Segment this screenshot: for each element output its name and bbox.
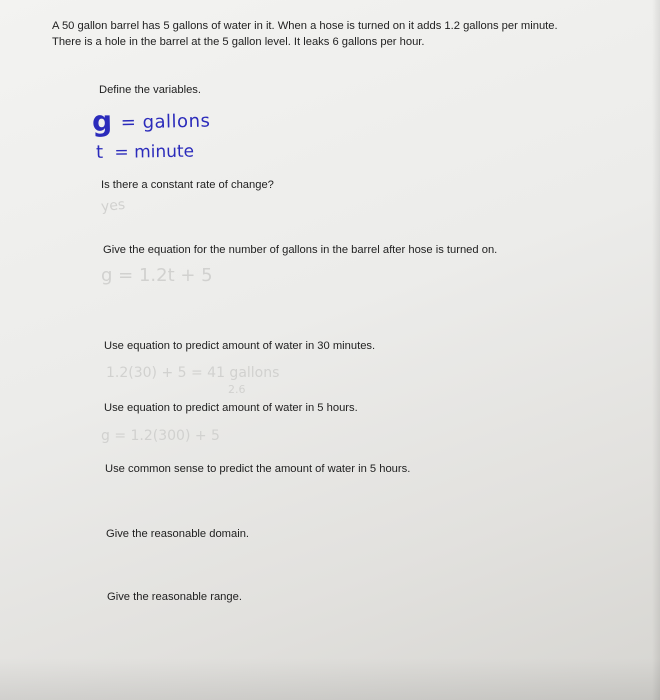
problem-line-2: There is a hole in the barrel at the 5 gallon level. It leaks 6 gallons per hour.: [52, 36, 425, 48]
paper-right-shadow: [652, 0, 660, 700]
domain-prompt: Give the reasonable domain.: [106, 528, 250, 540]
faint-5-hour-answer: g = 1.2(300) + 5: [101, 428, 220, 444]
define-variables-prompt: Define the variables.: [99, 84, 201, 96]
equation-prompt: Give the equation for the number of gallons in the barrel after hose is turned on.: [103, 244, 498, 256]
t-variable-definition: = minute: [114, 141, 195, 163]
handwritten-variable-t: [96, 141, 194, 163]
faint-30-minute-answer: 1.2(30) + 5 = 41 gallons: [106, 365, 280, 381]
constant-rate-prompt: Is there a constant rate of change?: [101, 179, 274, 191]
problem-line-1: A 50 gallon barrel has 5 gallons of water in it. When a hose is turned on it adds 1.2 gallons per minute.: [52, 20, 558, 32]
common-sense-prompt: Use common sense to predict the amount of water in 5 hours.: [105, 463, 411, 475]
paper-bottom-shadow: [0, 658, 660, 700]
range-prompt: Give the reasonable range.: [107, 591, 242, 603]
faint-5-hour-note: 2.6: [228, 383, 246, 396]
t-variable-letter: t: [95, 141, 104, 163]
handwritten-variable-g: [92, 103, 211, 138]
predict-30-prompt: Use equation to predict amount of water in 30 minutes.: [104, 340, 376, 352]
faint-answer-yes: yes: [100, 196, 126, 216]
predict-5h-prompt: Use equation to predict amount of water in 5 hours.: [104, 402, 358, 414]
g-variable-definition: = gallons: [120, 110, 211, 134]
faint-equation-answer: g = 1.2t + 5: [101, 265, 213, 286]
g-variable-letter: g: [91, 104, 113, 138]
problem-statement: [52, 18, 642, 50]
